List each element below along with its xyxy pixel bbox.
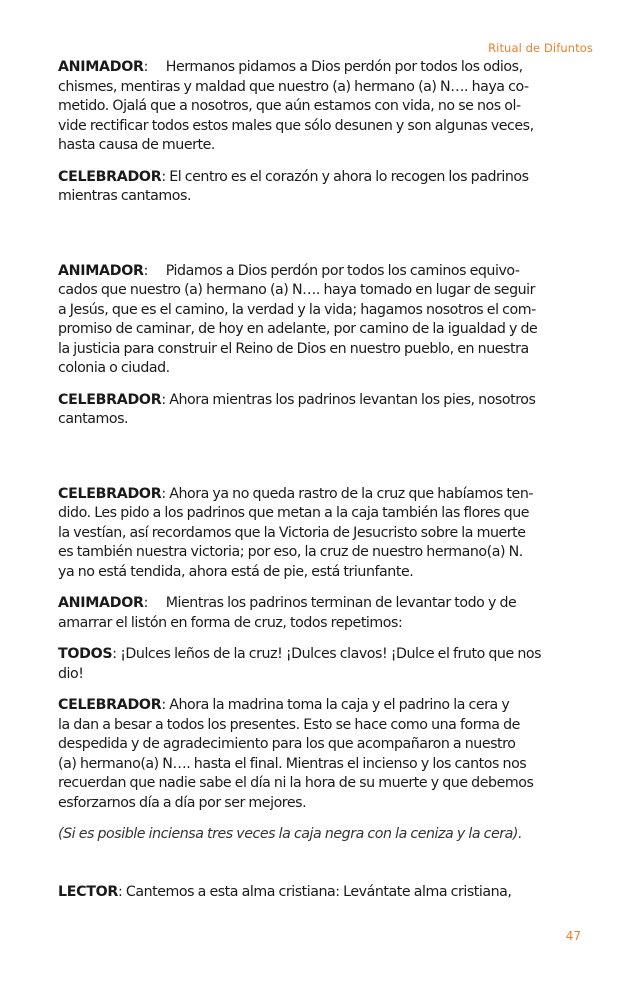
paragraph-line: vide rectificar todos estos males que sólo desunen y son algunas veces, <box>58 117 534 134</box>
speaker-separator: : <box>161 485 170 502</box>
paragraph-line <box>58 594 580 614</box>
paragraph-text: Cantemos a esta alma cristiana: Levántate alma cristiana, <box>125 883 512 900</box>
paragraph-text: Ahora mientras los padrinos levantan los pies, nosotros <box>169 391 536 408</box>
paragraph-line: dio! <box>58 665 84 682</box>
paragraph-line: la vestían, así recordamos que la Victoria de Jesucristo sobre la muerte <box>58 524 526 541</box>
paragraph-line: ya no está tendida, ahora está de pie, está triunfante. <box>58 563 414 580</box>
paragraph-line: (a) hermano(a) N…. hasta el final. Mientras el incienso y los cantos nos <box>58 755 527 772</box>
paragraph-line: es también nuestra victoria; por eso, la cruz de nuestro hermano(a) N. <box>58 544 523 560</box>
speaker-label: CELEBRADOR <box>58 168 162 185</box>
document-body <box>58 58 580 902</box>
speaker-label: CELEBRADOR <box>58 485 162 502</box>
page-number: 47 <box>565 929 581 943</box>
rubric-note <box>58 825 580 845</box>
dialogue-paragraph <box>58 696 580 813</box>
speaker-label: LECTOR <box>58 883 119 900</box>
speaker-label: ANIMADOR <box>58 595 144 611</box>
paragraph-text: El centro es el corazón y ahora lo recogen los padrinos <box>169 168 529 185</box>
paragraph-line: hasta causa de muerte. <box>58 137 215 153</box>
paragraph-text: Ahora ya no queda rastro de la cruz que habíamos ten- <box>169 485 534 502</box>
paragraph-line: la justicia para construir el Reino de Dios en nuestro pueblo, en nuestra <box>58 340 529 357</box>
paragraph-line: despedida y de agradecimiento para los que acompañaron a nuestro <box>58 736 516 752</box>
dialogue-paragraph <box>58 883 580 903</box>
speaker-separator: : <box>161 697 170 713</box>
paragraph-line: metido. Ojalá que a nosotros, que aún estamos con vida, no se nos ol- <box>58 98 521 114</box>
dialogue-paragraph <box>58 168 580 207</box>
dialogue-paragraph <box>58 645 580 684</box>
dialogue-paragraph <box>58 391 580 430</box>
paragraph-line: cados que nuestro (a) hermano (a) N…. haya tomado en lugar de seguir <box>58 282 536 298</box>
dialogue-paragraph <box>58 262 580 379</box>
speaker-label: ANIMADOR <box>58 262 144 279</box>
speaker-label: TODOS <box>58 646 113 662</box>
paragraph-line <box>58 168 580 188</box>
running-header: Ritual de Difuntos <box>488 41 593 55</box>
speaker-separator: : <box>161 168 170 185</box>
speaker-separator: : <box>143 595 166 611</box>
paragraph-text: Ahora la madrina toma la caja y el padrino la cera y <box>169 697 510 713</box>
dialogue-paragraph <box>58 485 580 583</box>
paragraph-line <box>58 485 580 505</box>
paragraph-line: la dan a besar a todos los presentes. Esto se hace como una forma de <box>58 716 520 733</box>
paragraph-line: amarrar el listón en forma de cruz, todos repetimos: <box>58 614 403 631</box>
speaker-label: CELEBRADOR <box>58 697 162 713</box>
speaker-separator: : <box>143 59 166 75</box>
paragraph-line: chismes, mentiras y maldad que nuestro (a) hermano (a) N…. haya co- <box>58 78 529 95</box>
paragraph-line <box>58 391 580 411</box>
paragraph-text: Hermanos pidamos a Dios perdón por todos los odios, <box>165 59 523 75</box>
speaker-label: ANIMADOR <box>58 59 144 75</box>
paragraph-text: Pidamos a Dios perdón por todos los caminos equivo- <box>165 262 520 279</box>
paragraph-line: esforzarnos día a día por ser mejores. <box>58 794 307 811</box>
dialogue-paragraph <box>58 58 580 156</box>
speaker-separator: : <box>143 262 166 279</box>
paragraph-line <box>58 883 580 903</box>
paragraph-line: mientras cantamos. <box>58 188 192 204</box>
paragraph-text: Mientras los padrinos terminan de levantar todo y de <box>165 595 517 611</box>
paragraph-line: colonia o ciudad. <box>58 360 170 376</box>
paragraph-line <box>58 696 580 716</box>
speaker-separator: : <box>112 646 121 662</box>
paragraph-line <box>58 262 580 282</box>
paragraph-text: ¡Dulces leños de la cruz! ¡Dulces clavos! ¡Dulce el fruto que nos <box>120 646 542 662</box>
speaker-label: CELEBRADOR <box>58 391 162 408</box>
rubric-note-text: (Si es posible inciensa tres veces la caja negra con la ceniza y la cera). <box>58 826 523 842</box>
paragraph-line: recuerdan que nadie sabe el día ni la hora de su muerte y que debemos <box>58 775 534 791</box>
speaker-separator: : <box>118 883 126 900</box>
paragraph-line: a Jesús, que es el camino, la verdad y la vida; hagamos nosotros el com- <box>58 301 536 318</box>
dialogue-paragraph <box>58 594 580 633</box>
paragraph-line: promiso de caminar, de hoy en adelante, por camino de la igualdad y de <box>58 321 538 337</box>
paragraph-line: cantamos. <box>58 411 129 427</box>
paragraph-line <box>58 58 580 78</box>
paragraph-line <box>58 645 580 665</box>
paragraph-line: dido. Les pido a los padrinos que metan a la caja también las flores que <box>58 505 530 521</box>
speaker-separator: : <box>161 391 170 408</box>
